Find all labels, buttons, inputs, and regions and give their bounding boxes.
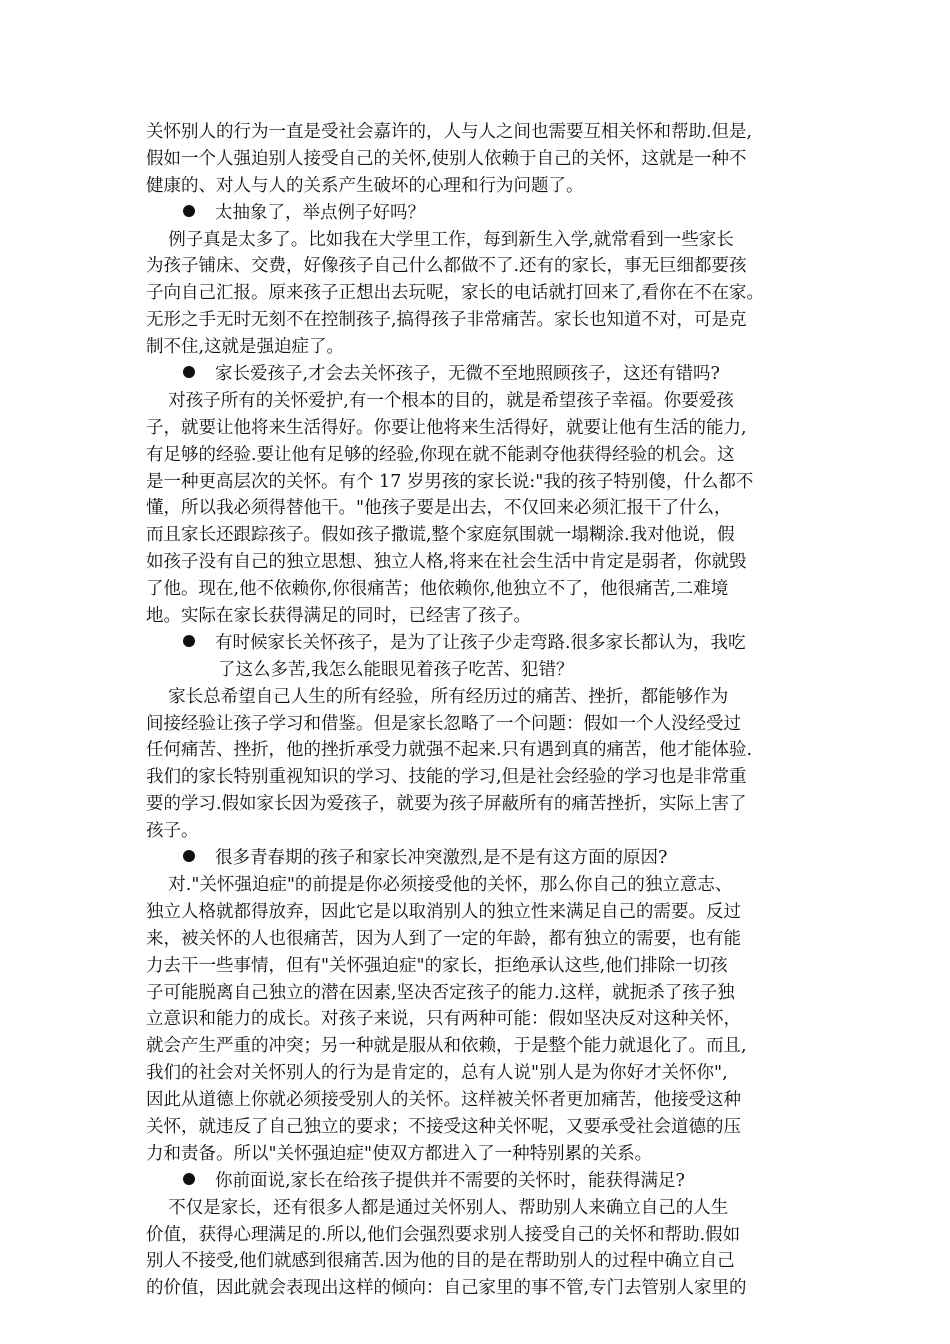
bullet-icon (183, 635, 195, 647)
text-line: 孩子。 (146, 821, 199, 842)
text-line: 我们的社会对关怀别人的行为是肯定的，总有人说"别人是为你好才关怀你", (146, 1063, 728, 1084)
paragraph (146, 119, 810, 200)
text-line: 假如一个人强迫别人接受自己的关怀,使别人依赖于自己的关怀，这就是一种不 (146, 148, 747, 169)
text-line: 为孩子铺床、交费，好像孩子自己什么都做不了.还有的家长，事无巨细都要孩 (146, 256, 747, 277)
bullet-question (146, 200, 810, 227)
question-text: 太抽象了，举点例子好吗？ (215, 202, 425, 223)
text-line: 价值，获得心理满足的.所以,他们会强烈要求别人接受自己的关怀和帮助.假如 (146, 1224, 741, 1245)
bullet-icon (183, 205, 195, 217)
text-line: 关怀，就违反了自己独立的要求；不接受这种关怀呢，又要承受社会道德的压 (146, 1116, 741, 1137)
text-line: 地。实际在家长获得满足的同时，已经害了孩子。 (146, 606, 531, 627)
text-line: 健康的、对人与人的关系产生破坏的心理和行为问题了。 (146, 175, 584, 196)
text-line: 是一种更高层次的关怀。有个 17 岁男孩的家长说:"我的孩子特别傻，什么都不 (146, 471, 754, 492)
text-line: 力去干一些事情，但有"关怀强迫症"的家长，拒绝承认这些,他们排除一切孩 (146, 955, 728, 976)
text-line: 而且家长还跟踪孩子。假如孩子撒谎,整个家庭氛围就一塌糊涂.我对他说，假 (146, 525, 735, 546)
text-line: 懂，所以我必须得替他干。"他孩子要是出去，不仅回来必须汇报干了什么， (146, 498, 732, 519)
text-line: 子向自己汇报。原来孩子正想出去玩呢，家长的电话就打回来了,看你在不在家。 (146, 283, 765, 304)
text-line: 不仅是家长，还有很多人都是通过关怀别人、帮助别人来确立自己的人生 (146, 1197, 729, 1218)
bullet-question (146, 361, 810, 388)
text-line: 了他。现在,他不依赖你,你很痛苦；他依赖你,他独立不了，他很痛苦,二难境 (146, 579, 729, 600)
text-line: 对."关怀强迫症"的前提是你必须接受他的关怀，那么你自己的独立意志、 (146, 874, 733, 895)
bullet-question (146, 845, 810, 872)
text-line: 例子真是太多了。比如我在大学里工作，每到新生入学,就常看到一些家长 (146, 229, 734, 250)
text-line: 对孩子所有的关怀爱护,有一个根本的目的，就是希望孩子幸福。你要爱孩 (146, 390, 734, 411)
text-line: 有足够的经验.要让他有足够的经验,你现在就不能剥夺他获得经验的机会。这 (146, 444, 735, 465)
text-line: 独立人格就都得放弃，因此它是以取消别人的独立性来满足自己的需要。反过 (146, 901, 741, 922)
text-line: 别人不接受,他们就感到很痛苦.因为他的目的是在帮助别人的过程中确立自己 (146, 1251, 735, 1272)
bullet-question (146, 1168, 810, 1195)
question-text: 了这么多苦,我怎么能眼见着孩子吃苦、犯错？ (218, 659, 574, 680)
paragraph (146, 684, 810, 845)
text-line: 因此从道德上你就必须接受别人的关怀。这样被关怀者更加痛苦，他接受这种 (146, 1090, 741, 1111)
text-line: 子，就要让他将来生活得好。你要让他将来生活得好，就要让他有生活的能力, (146, 417, 747, 438)
question-text: 你前面说,家长在给孩子提供并不需要的关怀时，能获得满足? (215, 1170, 685, 1191)
question-text: 家长爱孩子,才会去关怀孩子，无微不至地照顾孩子，这还有错吗? (215, 364, 720, 385)
text-line: 的价值，因此就会表现出这样的倾向：自己家里的事不管,专门去管别人家里的 (146, 1278, 747, 1299)
bullet-question (146, 630, 810, 684)
bullet-icon (183, 366, 195, 378)
text-line: 我们的家长特别重视知识的学习、技能的学习,但是社会经验的学习也是非常重 (146, 767, 747, 788)
bullet-icon (183, 850, 195, 862)
paragraph (146, 1195, 810, 1303)
text-line: 制不住,这就是强迫症了。 (146, 337, 345, 358)
text-line: 子可能脱离自己独立的潜在因素,坚决否定孩子的能力.这样，就扼杀了孩子独 (146, 982, 735, 1003)
text-line: 间接经验让孩子学习和借鉴。但是家长忽略了一个问题：假如一个人没经受过 (146, 713, 741, 734)
bullet-icon (183, 1173, 195, 1185)
question-text: 有时候家长关怀孩子，是为了让孩子少走弯路.很多家长都认为，我吃 (215, 632, 746, 653)
text-line: 来，被关怀的人也很痛苦，因为人到了一定的年龄，都有独立的需要，也有能 (146, 928, 741, 949)
text-line: 就会产生严重的冲突；另一种就是服从和依赖，于是整个能力就退化了。而且, (146, 1036, 747, 1057)
paragraph (146, 872, 810, 1168)
paragraph (146, 227, 810, 361)
text-line: 力和责备。所以"关怀强迫症"使双方都进入了一种特别累的关系。 (146, 1143, 653, 1164)
text-line: 如孩子没有自己的独立思想、独立人格,将来在社会生活中肯定是弱者，你就毁 (146, 552, 747, 573)
text-line: 任何痛苦、挫折，他的挫折承受力就强不起来.只有遇到真的痛苦，他才能体验. (146, 740, 753, 761)
text-line: 家长总希望自己人生的所有经验，所有经历过的痛苦、挫折，都能够作为 (146, 686, 729, 707)
text-line: 立意识和能力的成长。对孩子来说，只有两种可能：假如坚决反对这种关怀， (146, 1009, 741, 1030)
text-line: 关怀别人的行为一直是受社会嘉许的，人与人之间也需要互相关怀和帮助.但是, (146, 122, 753, 142)
question-text: 很多青春期的孩子和家长冲突激烈,是不是有这方面的原因? (215, 848, 668, 869)
text-line: 无形之手无时无刻不在控制孩子,搞得孩子非常痛苦。家长也知道不对，可是克 (146, 310, 747, 331)
text-line: 要的学习.假如家长因为爱孩子，就要为孩子屏蔽所有的痛苦挫折，实际上害了 (146, 794, 747, 815)
paragraph (146, 388, 810, 630)
document-body (146, 119, 810, 1302)
